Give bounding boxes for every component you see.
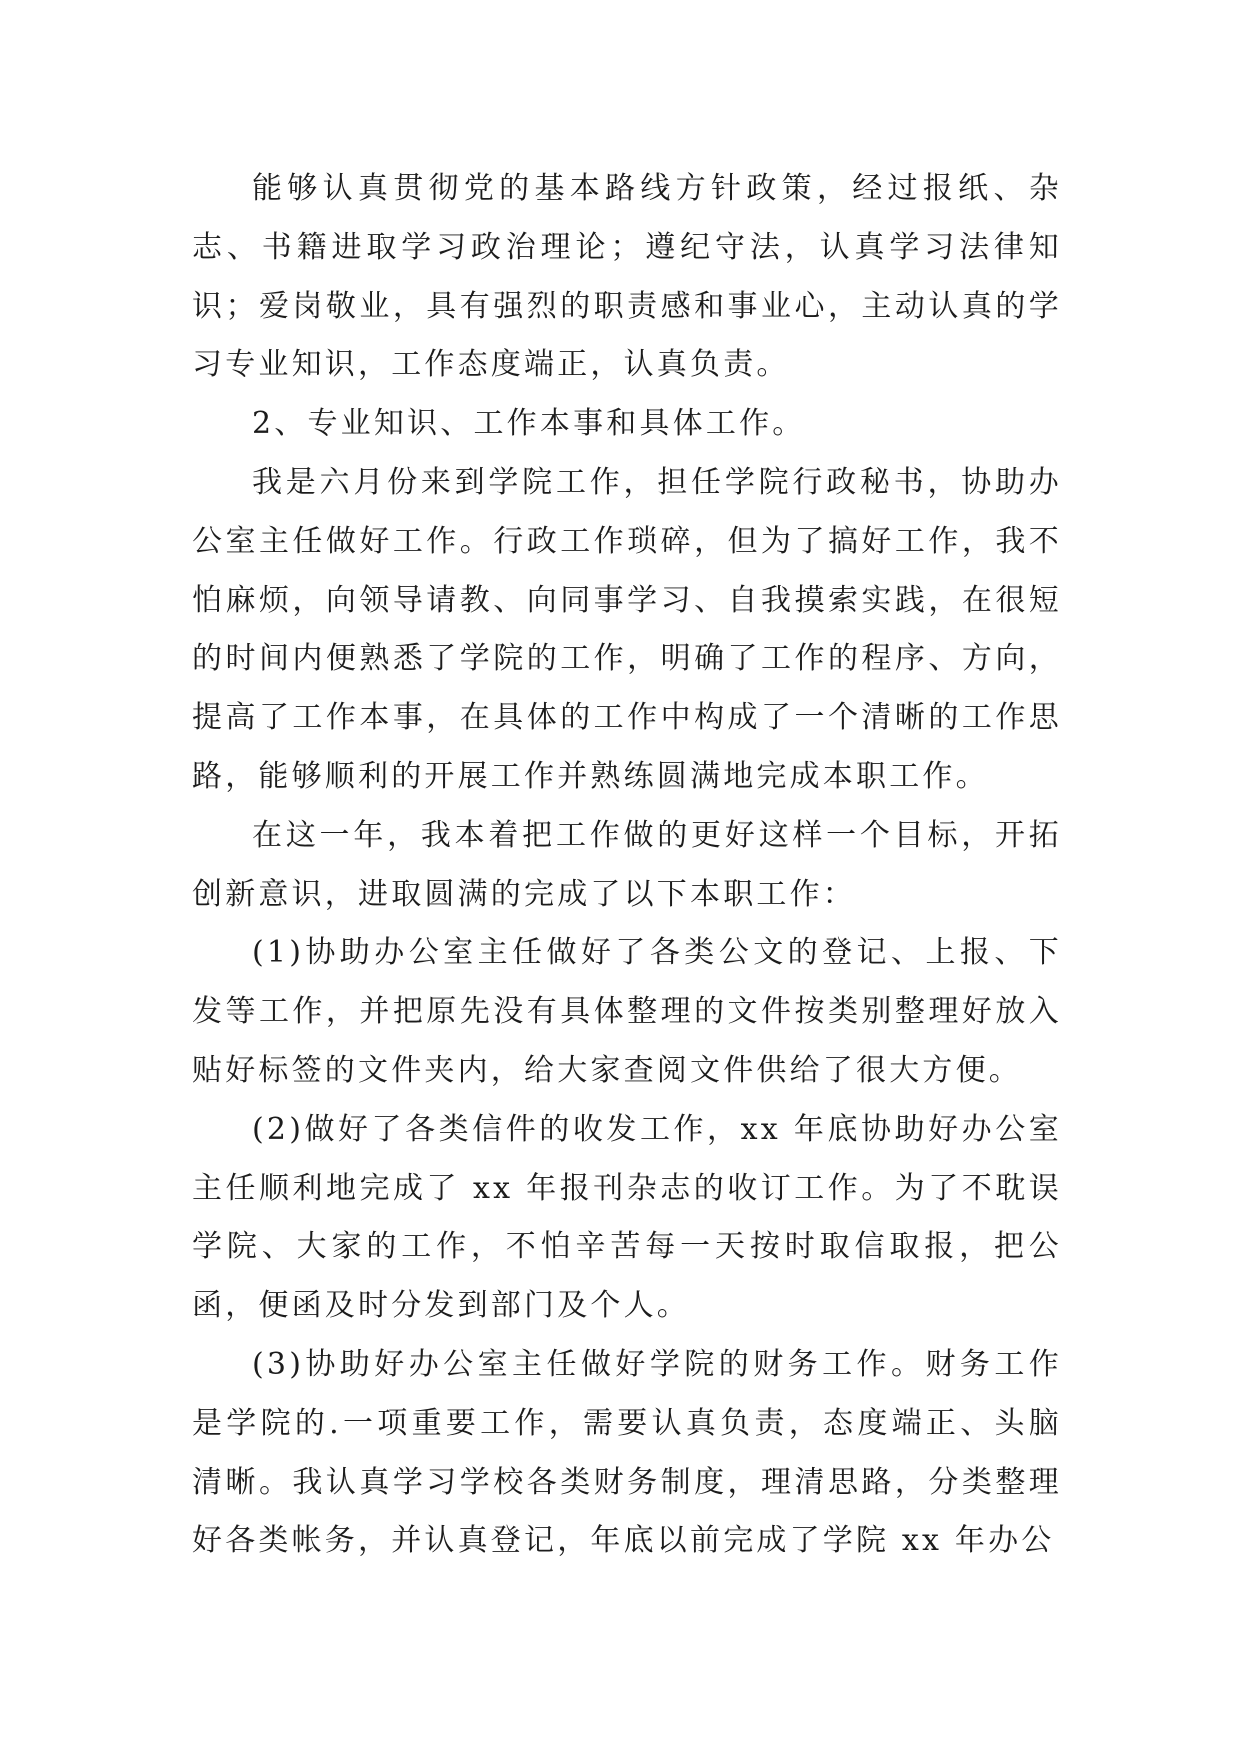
paragraph-political-study: 能够认真贯彻党的基本路线方针政策，经过报纸、杂志、书籍进取学习政治理论；遵纪守法，认真学习法律知识；爱岗敬业，具有强烈的职责感和事业心，主动认真的学习专业知识，工作态度端正，认真负责。 bbox=[192, 171, 1062, 383]
paragraph-item-2: (2)做好了各类信件的收发工作，xx 年底协助好办公室主任顺利地完成了 xx 年报刊杂志的收订工作。为了不耽误学院、大家的工作，不怕辛苦每一天按时取信取报，把公函，便函及时分发到部门及个人。 bbox=[192, 1111, 1062, 1324]
document-body bbox=[192, 160, 1062, 1571]
paragraph-job-description: 我是六月份来到学院工作，担任学院行政秘书，协助办公室主任做好工作。行政工作琐碎，但为了搞好工作，我不怕麻烦，向领导请教、向同事学习、自我摸索实践，在很短的时间内便熟悉了学院的工作，明确了工作的程序、方向，提高了工作本事，在具体的工作中构成了一个清晰的工作思路，能够顺利的开展工作并熟练圆满地完成本职工作。 bbox=[192, 464, 1062, 794]
paragraph-yearly-goal: 在这一年，我本着把工作做的更好这样一个目标，开拓创新意识，进取圆满的完成了以下本职工作： bbox=[192, 817, 1062, 912]
paragraph-item-1: (1)协助办公室主任做好了各类公文的登记、上报、下发等工作，并把原先没有具体整理的文件按类别整理好放入贴好标签的文件夹内，给大家查阅文件供给了很大方便。 bbox=[192, 935, 1062, 1088]
paragraph-section-heading: 2、专业知识、工作本事和具体工作。 bbox=[252, 406, 806, 442]
paragraph-item-3: (3)协助好办公室主任做好学院的财务工作。财务工作是学院的.一项重要工作，需要认真负责，态度端正、头脑清晰。我认真学习学校各类财务制度，理清思路，分类整理好各类帐务，并认真登记，年底以前完成了学院 xx 年办公 bbox=[192, 1346, 1062, 1559]
